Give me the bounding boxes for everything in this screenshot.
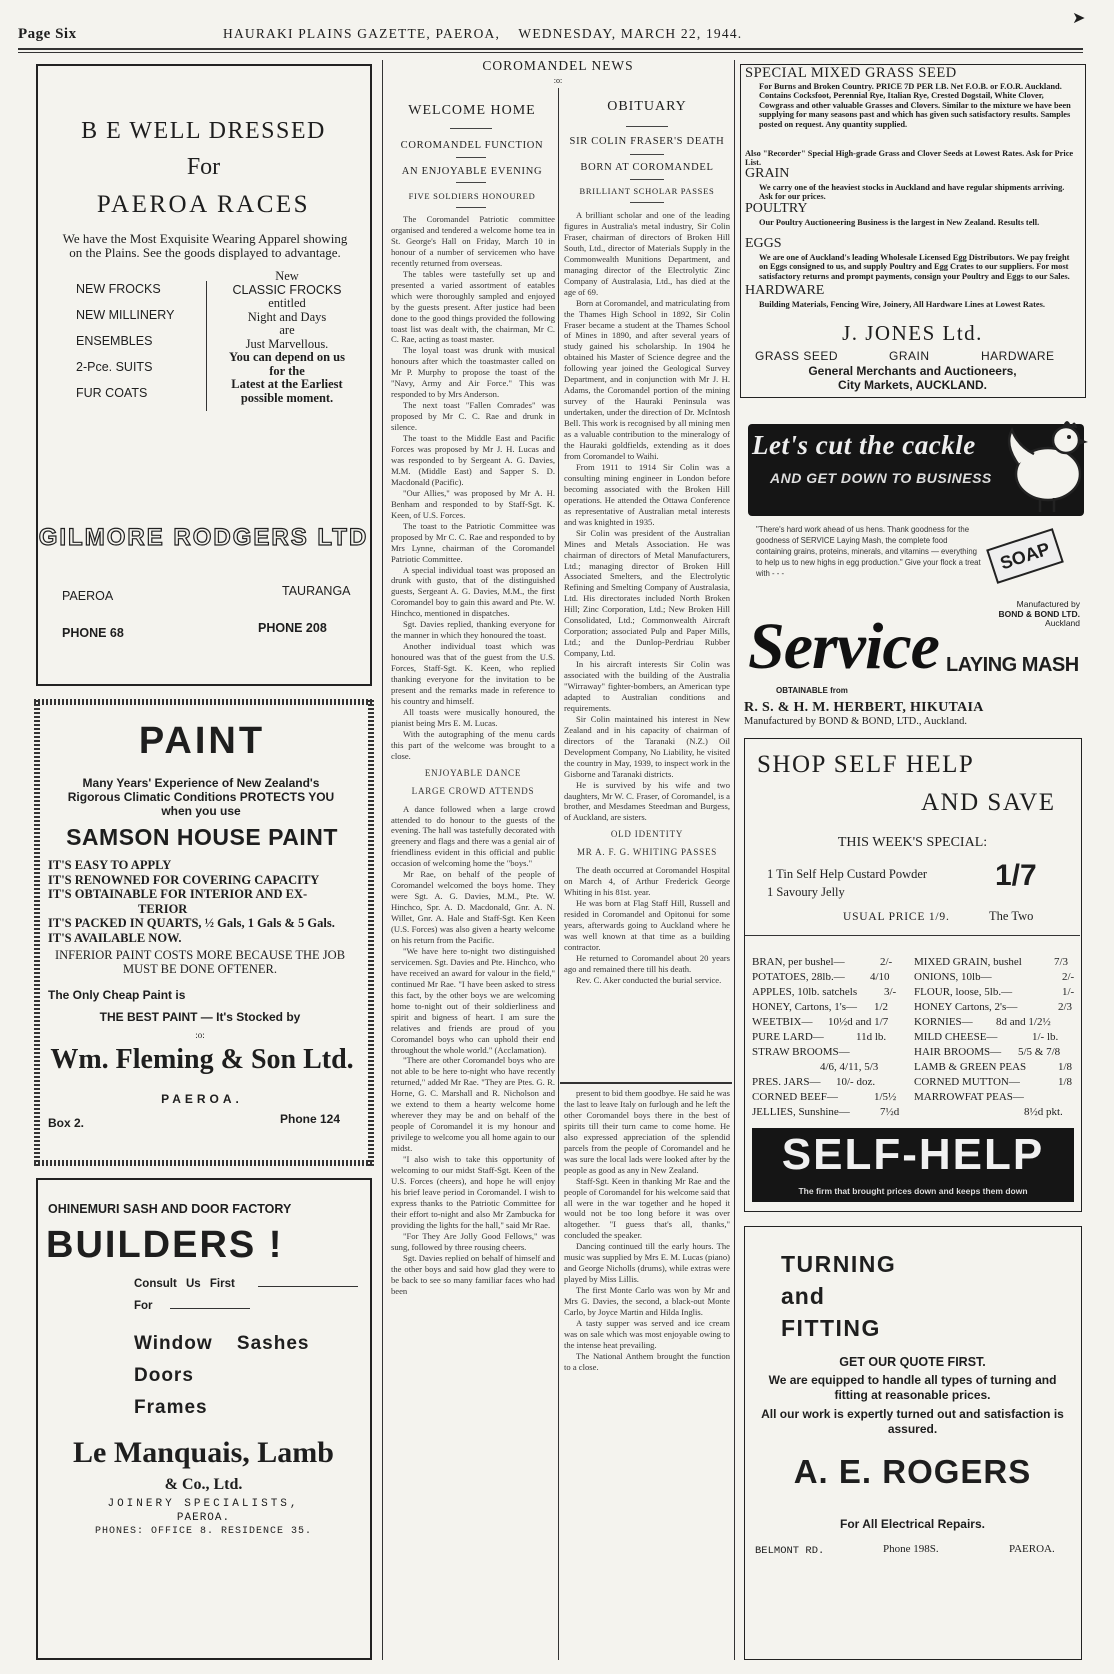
decorative-border bbox=[34, 699, 374, 705]
price-value: 7½d bbox=[880, 1106, 900, 1118]
line: entitled bbox=[268, 296, 306, 310]
section-title: COROMANDEL NEWS bbox=[482, 58, 634, 73]
special-item: 1 Tin Self Help Custard Powder bbox=[767, 867, 928, 881]
decorative-border bbox=[34, 699, 40, 1166]
manufacturer: Manufactured by BOND & BOND, LTD., Auckland. bbox=[744, 716, 967, 727]
price-value: 1/8 bbox=[1058, 1061, 1073, 1073]
line-hardware: HARDWARE bbox=[981, 349, 1055, 363]
paragraph: Sgt. Davies replied on behalf of himself and the other boys and said how glad they were to be back to see so many familiar faces who had been bbox=[391, 1252, 555, 1296]
price-row bbox=[752, 1076, 876, 1088]
hen-icon bbox=[1000, 412, 1090, 522]
subhead: ENJOYABLE DANCE bbox=[424, 767, 522, 778]
subhead: FIVE SOLDIERS HONOURED bbox=[408, 191, 536, 201]
section-separator: :o: bbox=[553, 76, 563, 85]
line: possible moment. bbox=[240, 390, 334, 405]
price-value: 8d and 1/2½ bbox=[996, 1016, 1051, 1028]
price-value: 4/10 bbox=[870, 971, 890, 983]
price-value: 8½d pkt. bbox=[1024, 1106, 1063, 1118]
page-header bbox=[18, 22, 1083, 46]
welcome-continued bbox=[564, 1088, 730, 1660]
line: You can depend on us bbox=[228, 350, 345, 364]
price-row bbox=[914, 1016, 1051, 1028]
banner-subtitle: The firm that brought prices down and keeps them down bbox=[798, 1186, 1028, 1196]
item: Window Sashes bbox=[134, 1333, 310, 1354]
claim: IT'S EASY TO APPLY bbox=[48, 858, 172, 872]
list-item: FUR COATS bbox=[76, 386, 148, 400]
price-value: 2/- bbox=[880, 956, 893, 968]
subhead: BORN AT COROMANDEL bbox=[580, 162, 714, 173]
paragraph: Sgt. Davies replied, thanking everyone for the manner in which they honoured the toast. bbox=[391, 619, 555, 641]
line: CLASSIC FROCKS bbox=[232, 282, 342, 297]
claim: IT'S PACKED IN QUARTS, ½ Gals, 1 Gals & 5 Gals. bbox=[48, 916, 335, 930]
ad-builders bbox=[36, 1178, 372, 1660]
price-item: ONIONS, 10lb— bbox=[914, 971, 992, 983]
service-body: "There's hard work ahead of us hens. Thank goodness for the goodness of SERVICE Laying Mash, the complete food containing grains, proteins, minerals, and vitamins — everything to help us to new highs in egg production." Give your flock a treat with - - - bbox=[756, 525, 981, 578]
obituary-article bbox=[564, 210, 730, 1070]
town: TAURANGA bbox=[282, 584, 351, 598]
separator: :o: bbox=[195, 1030, 205, 1040]
paragraph: From 1911 to 1914 Sir Colin was a consulting mining engineer in London before becoming associated with the Broken Hill operations. He attended the Ottawa Conference as representative of Australian metal interests and was knighted in 1935. bbox=[564, 461, 730, 527]
ad-title: PAINT bbox=[138, 720, 266, 762]
inferior-note: INFERIOR PAINT COSTS MORE BECAUSE THE JOB MUST BE DONE OFTENER. bbox=[54, 948, 346, 976]
line: for the bbox=[269, 363, 305, 378]
claim: TERIOR bbox=[138, 901, 188, 916]
factory-name: OHINEMURI SASH AND DOOR FACTORY bbox=[48, 1202, 292, 1216]
price-value: 10½d and 1/7 bbox=[828, 1016, 889, 1028]
paragraph: "We have here to-night two distinguished servicemen. Sgt. Davies and Pte. Hinchco, who have received an award for valour in the field," continued Mr Rae. "I have been asked to stress this fact, by the other boys we are welcoming home to-night out of their soldierliness and spirit and bigness of heart. I am sure the relatives and friends are proud of you Coromandel boys who can uphold their end throughout the whole world." (Acclamation). bbox=[391, 945, 555, 1055]
recorder-text: Also "Recorder" Special High-grade Grass and Clover Seeds at Lowest Rates. Ask for Price List. bbox=[745, 149, 1074, 168]
left-items bbox=[76, 276, 174, 406]
line: Just Marvellous. bbox=[245, 336, 329, 351]
usual-price: USUAL PRICE 1/9. bbox=[843, 911, 950, 923]
ad-title: BUILDERS ! bbox=[46, 1224, 284, 1266]
price-value: 4/6, 4/11, 5/3 bbox=[820, 1061, 879, 1073]
issue-date: WEDNESDAY, MARCH 22, 1944. bbox=[518, 26, 743, 41]
maker-line: Auckland bbox=[1045, 618, 1080, 628]
company-name: Wm. Fleming & Son Ltd. bbox=[50, 1044, 354, 1075]
subhead: COROMANDEL FUNCTION bbox=[400, 140, 544, 151]
price-row bbox=[752, 1001, 889, 1013]
paragraph: All toasts were musically honoured, the pianist being Mrs E. M. Lucas. bbox=[391, 706, 555, 728]
price-item: HONEY Cartons, 2's— bbox=[914, 1001, 1018, 1013]
page-number: Page Six bbox=[18, 26, 77, 42]
price-item: FLOUR, loose, 5lb.— bbox=[914, 986, 1013, 998]
price-item: JELLIES, Sunshine— bbox=[752, 1106, 850, 1118]
paragraph: Another individual toast which was honoured was that of the guest from the U.S. Forces, Staff-Sgt. K. Keen, who replied thanking everyone for the invitation to be present and the remarks made in reference to his country and himself. bbox=[391, 641, 555, 706]
town: PAEROA. bbox=[176, 1512, 231, 1524]
price-row bbox=[914, 1031, 1059, 1043]
price-row bbox=[914, 1061, 1073, 1073]
special-item: 1 Savoury Jelly bbox=[767, 885, 845, 899]
line: Latest at the Earliest bbox=[231, 377, 343, 391]
line-grass: GRASS SEED bbox=[755, 349, 839, 363]
rule bbox=[560, 1082, 732, 1084]
price-item: PURE LARD— bbox=[752, 1031, 824, 1043]
slogan-line1: Let's cut the cackle bbox=[752, 430, 976, 460]
price-value: 5/5 & 7/8 bbox=[1018, 1046, 1061, 1058]
price-value: 3/- bbox=[884, 986, 897, 998]
arrow-icon: ➤ bbox=[1072, 10, 1086, 27]
paragraph: He was born at Flag Staff Hill, Russell and resided in Coromandel and Opitonui for some years, afterwards going to Auckland where he was well known at that time as a building contractor. bbox=[564, 898, 730, 952]
slogan-line2: AND GET DOWN TO BUSINESS bbox=[770, 470, 992, 486]
ad-title-and: and bbox=[781, 1283, 825, 1309]
decorative-border bbox=[34, 1160, 374, 1166]
joinery-line: JOINERY SPECIALISTS, bbox=[107, 1498, 300, 1510]
items bbox=[134, 1328, 309, 1424]
ad-title-for: For bbox=[186, 154, 221, 180]
phones: PHONES: OFFICE 8. RESIDENCE 35. bbox=[94, 1526, 313, 1537]
right-lines bbox=[208, 270, 366, 405]
price-value: 1/8 bbox=[1058, 1076, 1073, 1088]
price-row bbox=[914, 1001, 1073, 1013]
ad-title: TURNING bbox=[781, 1251, 897, 1277]
price-value: 11d lb. bbox=[856, 1031, 887, 1043]
price-value: 2/- bbox=[1062, 971, 1075, 983]
price-row bbox=[1024, 1106, 1063, 1118]
claim: IT'S OBTAINABLE FOR INTERIOR AND EX- bbox=[48, 887, 308, 901]
consult-line: Consult Us First bbox=[134, 1278, 235, 1290]
company-name: J. JONES Ltd. bbox=[842, 321, 983, 345]
price-row bbox=[752, 1016, 889, 1028]
paragraph: "I also wish to take this opportunity of welcoming to our midst Staff-Sgt. Keen of the U.S. Forces (cheers), and hope he will enjoy his brief leave period in Coromandel. I wish to express thanks to the Patriotic Committee for their effort to-night and also Mr Zambucka for providing the lights for the hall," said Mr Rae. bbox=[391, 1154, 555, 1230]
company-name: Le Manquais, Lamb bbox=[73, 1436, 334, 1469]
price-row bbox=[914, 1076, 1073, 1088]
paragraph: A tasty supper was served and ice cream was on sale which was most enjoyable owing to the intense heat prevailing. bbox=[564, 1318, 730, 1350]
paragraph: Mr Rae, on behalf of the people of Coromandel welcomed the boys home. They were Sgt. A. G. Davies, M.M., Pte. W. Hinchco, Spr. A. D. Macdonald, Gnr. A. N. Willet, Gnr. A. Hale and Staff-Sgt. Ken Keen (U.S. Forces) was also given a hearty welcome on his return from the Pacific. bbox=[391, 869, 555, 945]
paragraph: "Our Allies," was proposed by Mr A. H. Benham and responded to by Staff-Sgt. K. Keen, of U.S. Forces. bbox=[391, 487, 555, 520]
price-item: HAIR BROOMS— bbox=[914, 1046, 1002, 1058]
welcome-article bbox=[391, 214, 555, 1660]
ad-intro: We have the Most Exquisite Wearing Apparel showing on the Plains. See the goods displayed to advantage. bbox=[62, 231, 348, 260]
all-line: All our work is expertly turned out and satisfaction is assured. bbox=[761, 1407, 1064, 1436]
price-item: HONEY, Cartons, 1's— bbox=[752, 1001, 858, 1013]
subhead: LARGE CROWD ATTENDS bbox=[411, 785, 535, 796]
item: Frames bbox=[134, 1397, 208, 1418]
paragraph: The Coromandel Patriotic committee organised and tendered a welcome home tea in St. George's Hall on Friday, March 10 in honour of a number of servicemen who have recently returned from overseas. bbox=[391, 214, 555, 268]
rule bbox=[456, 207, 486, 208]
ad-title-races: PAEROA RACES bbox=[96, 191, 311, 218]
paragraph: Dancing continued till the early hours. The music was supplied by Mrs E. M. Lucas (piano) and George Nicholls (drums), while extras were played by Miss Lillis. bbox=[564, 1241, 730, 1285]
masthead bbox=[223, 26, 742, 42]
claim: IT'S RENOWNED FOR COVERING CAPACITY bbox=[48, 872, 320, 887]
price-value: 7/3 bbox=[1054, 956, 1069, 968]
paragraph: In his aircraft interests Sir Colin was associated with the building of the Australia "Wirraway" fighter-bombers, an American type adapted to Australian conditions and requirements. bbox=[564, 659, 730, 713]
ad-title: B E WELL DRESSED bbox=[81, 118, 326, 144]
ad-title-fitting: FITTING bbox=[781, 1315, 881, 1341]
price-row bbox=[914, 1091, 1024, 1103]
paragraph: The next toast "Fallen Comrades" was proposed by Mr C. C. Rae and drunk in silence. bbox=[391, 400, 555, 433]
ad-rogers bbox=[744, 1226, 1082, 1660]
electrical-line: For All Electrical Repairs. bbox=[840, 1517, 985, 1531]
price-item: KORNIES— bbox=[914, 1016, 973, 1028]
poultry-text: Our Poultry Auctioneering Business is the largest in New Zealand. Results tell. bbox=[759, 218, 1040, 227]
divider bbox=[206, 281, 207, 411]
price-row bbox=[914, 956, 1069, 968]
ad-title-2: AND SAVE bbox=[921, 789, 1056, 816]
maker-line: BOND & BOND LTD. bbox=[998, 608, 1080, 619]
paragraph: Rev. C. Aker conducted the burial service. bbox=[576, 974, 722, 985]
town: PAEROA. bbox=[1009, 1543, 1055, 1555]
cheap-line: The Only Cheap Paint is bbox=[48, 988, 186, 1002]
paragraph: The National Anthem brought the function to a close. bbox=[564, 1350, 730, 1372]
phone: Phone 124 bbox=[280, 1112, 341, 1126]
paragraph: The toast to the Patriotic Committee was proposed by Mr C. C. Rae and responded to by Mrs Lynne, chairman of the Coromandel Patriotic Committee. bbox=[391, 520, 555, 564]
list-item: NEW FROCKS bbox=[76, 282, 161, 296]
price-item: APPLES, 10lb. satchels bbox=[752, 986, 858, 998]
merchants-line: General Merchants and Auctioneers, bbox=[808, 364, 1017, 378]
paragraph: The toast to the Middle East and Pacific Forces was proposed by Mr J. H. Lucas and was responded to by Sergeant A. G. Davies, M.M. (Middle East) and Sapper S. D. Macdonald (Pacific). bbox=[391, 433, 555, 487]
paragraph: The tables were tastefully set up and presented a varied assortment of eatables which were thoroughly sampled and enjoyed by the guests present. After justice had been done to the good things provided the following toast list was dealt with, the chairman, Mr C. C. Rae, acting as toast master. bbox=[391, 268, 555, 345]
price-item: CORNED MUTTON— bbox=[914, 1076, 1020, 1088]
company-name: GILMORE RODGERS LTD bbox=[38, 524, 369, 551]
banner-title: SELF-HELP bbox=[781, 1130, 1045, 1179]
column-divider bbox=[734, 60, 735, 1660]
ad-intro: Many Years' Experience of New Zealand's Rigorous Climatic Conditions PROTECTS YOU when you use bbox=[67, 776, 335, 818]
maker bbox=[990, 600, 1080, 629]
price-item: MIXED GRAIN, bushel bbox=[914, 956, 1022, 968]
phone: Phone 198S. bbox=[883, 1543, 939, 1555]
soap-box: SOAP bbox=[986, 528, 1064, 584]
header-rule-2 bbox=[18, 52, 1083, 53]
grain-heading: GRAIN bbox=[745, 166, 790, 181]
price-item: LAMB & GREEN PEAS bbox=[914, 1061, 1027, 1073]
price-row bbox=[752, 971, 890, 983]
eggs-text: We are one of Auckland's leading Wholesale Licensed Egg Distributors. We pay freight on Eggs consigned to us, and supply Poultry and Egg Crates to our suppliers. For most satisfactory returns and prompt payments, consign your Poultry and Eggs to our Sales. bbox=[759, 253, 1070, 281]
masthead-title: HAURAKI PLAINS GAZETTE, PAEROA, bbox=[223, 26, 501, 41]
price-item: BRAN, per bushel— bbox=[752, 956, 845, 968]
ad-title: SHOP SELF HELP bbox=[757, 751, 975, 778]
best-line: THE BEST PAINT — It's Stocked by bbox=[99, 1010, 301, 1024]
paragraph: With the autographing of the menu cards this part of the welcome was brought to a close. bbox=[391, 728, 555, 761]
paragraph: He is survived by his wife and two daughters, Mr W. C. Fraser, of Coromandel, is a brother, and Mesdames Steedman and Burgess, of Auckland, are sisters. bbox=[564, 779, 730, 823]
ad-jones bbox=[740, 64, 1086, 398]
rule bbox=[630, 154, 664, 155]
paragraph: "There are other Coromandel boys who are not able to be here to-night who have recently returned," added Mr Rae. "They are Ptes. G. R. Horne, G. C. Marshall and R. Nicholson and we extend to them a hearty welcome home wherever they may be and on behalf of the people of Coromandel it is my honour and privilege to welcome you all home again to our midst. bbox=[391, 1055, 555, 1154]
paragraph: A dance followed when a large crowd attended to do honour to the guests of the evening. The hall was tastefully decorated with greenery and flags and there was a genial air of friendliness evident in this official and public occasion of welcoming home the "boys." bbox=[391, 803, 555, 869]
paragraph: A special individual toast was proposed an drunk with gusto, that of the distinguished guests, Sergeant A. G. Davies, M.M., the first Coromandel boy to gain this award and Pte. W. Hinchco, mentioned in dispatches. bbox=[391, 564, 555, 619]
phone: PHONE 208 bbox=[258, 621, 327, 635]
paragraph: Sir Colin maintained his interest in New Zealand and in his capacity of chairman of directors of the Taranaki (N.Z.) Oil Development Company, No Liability, he visited the country in May, 1939, to inspect work in the Gisborne and Taranaki districts. bbox=[564, 713, 730, 779]
grain-text: We carry one of the heaviest stocks in Auckland and have regular shipments arriving. Ask for our prices. bbox=[759, 183, 1065, 202]
paragraph: "For They Are Jolly Good Fellows," was sung, followed by three rousing cheers. bbox=[391, 1230, 555, 1252]
paragraph: Born at Coromandel, and matriculating from the Thames High School in 1892, Sir Colin Fraser became a student at the Thames School of Mines in 1890, and after several years of study gained his scholarship. In 1904 he obtained his Master of Science degree and the following year joined the Geological Survey Department, and in conjunction with Mr J. H. Adams, the Coromandel portion of the mining survey of the Hauraki Peninsula was undertaken, under the direction of Dr. McIntosh Bell. This work is recognised by all mining men as a valuable contribution to the mineralogy of the Hauraki goldfields, extending as it does from Coromandel to Waihi. bbox=[564, 297, 730, 461]
grass-text: For Burns and Broken Country. PRICE 7D PER LB. Net F.O.B. or F.O.R. Auckland. Contains Cocksfoot, Perennial Rye, Italian Rye, Crested Dogstail, White Clover, Cowgrass and other valuable Grasses and Clovers. Similar to the mixture we have been supplying for many seasons past and which has given such satisfactory results. Samples posted on request. Any quantity supplied. bbox=[759, 82, 1071, 129]
subhead: SIR COLIN FRASER'S DEATH bbox=[569, 136, 725, 147]
rule bbox=[170, 1308, 250, 1309]
price-item: POTATOES, 28lb.— bbox=[752, 971, 845, 983]
self-help-banner bbox=[752, 1128, 1074, 1202]
road: BELMONT RD. bbox=[755, 1545, 825, 1557]
obtainable: OBTAINABLE from bbox=[776, 686, 848, 695]
paragraph: The loyal toast was drunk with musical honours after which the toastmaster called on Mr P. Murphy to propose the toast of the "Navy, Army and Air Force." This was responded to by Mrs Anderson. bbox=[391, 345, 555, 400]
subhead: MR A. F. G. WHITING PASSES bbox=[576, 847, 718, 858]
rule bbox=[630, 179, 664, 180]
price-value: 1/5½ bbox=[874, 1091, 897, 1103]
price-item: WEETBIX— bbox=[752, 1016, 813, 1028]
claims bbox=[48, 858, 335, 945]
subhead: AN ENJOYABLE EVENING bbox=[401, 166, 543, 177]
agent: R. S. & H. M. HERBERT, HIKUTAIA bbox=[744, 700, 984, 715]
rule bbox=[630, 202, 664, 203]
price-item: STRAW BROOMS— bbox=[752, 1046, 850, 1058]
paragraph: The first Monte Carlo was won by Mr and Mrs G. Davies, the second, a black-out Monte Carlo, by Joyce Martin and Hilda Inglis. bbox=[564, 1285, 730, 1318]
paragraph: He returned to Coromandel about 20 years ago and remained there till his death. bbox=[564, 952, 730, 974]
column-divider bbox=[558, 88, 559, 1660]
price-item: MARROWFAT PEAS— bbox=[914, 1091, 1024, 1103]
line: New bbox=[275, 269, 299, 283]
rule bbox=[450, 128, 492, 129]
price-row bbox=[820, 1061, 878, 1073]
price-value: 10/- doz. bbox=[836, 1076, 876, 1088]
maker-line: Manufactured by bbox=[1016, 599, 1080, 609]
price-row bbox=[752, 1046, 850, 1058]
price-value: 1/- lb. bbox=[1032, 1031, 1059, 1043]
subhead: BRILLIANT SCHOLAR PASSES bbox=[579, 186, 715, 196]
city-line: City Markets, AUCKLAND. bbox=[838, 378, 987, 392]
price-row bbox=[914, 1046, 1061, 1058]
rule bbox=[456, 182, 486, 183]
ad-title: SPECIAL MIXED GRASS SEED bbox=[745, 65, 957, 81]
price-row bbox=[752, 1106, 900, 1118]
phone: PHONE 68 bbox=[62, 626, 124, 640]
hardware-heading: HARDWARE bbox=[745, 283, 825, 298]
headline-welcome: WELCOME HOME bbox=[408, 103, 536, 118]
price-item: PRES. JARS— bbox=[752, 1076, 821, 1088]
price-row bbox=[914, 986, 1075, 998]
price-value: 1/- bbox=[1062, 986, 1075, 998]
list-item: ENSEMBLES bbox=[76, 334, 153, 348]
price-item: CORNED BEEF— bbox=[752, 1091, 838, 1103]
company-suffix: & Co., Ltd. bbox=[164, 1476, 243, 1493]
paragraph: A brilliant scholar and one of the leading figures in Australia's metal industry, Sir Colin Fraser, chairman of directors of Broken Hill South, Ltd., director of Materials Supply in the Commonwealth Munitions Department, and managing director of the Electrolytic Zinc Company of Australasia, Ltd., has died at the age of 69. bbox=[564, 210, 730, 297]
quote-line: GET OUR QUOTE FIRST. bbox=[839, 1355, 986, 1369]
special-label: THIS WEEK'S SPECIAL: bbox=[837, 835, 988, 850]
for-label: For bbox=[134, 1300, 153, 1312]
item: Doors bbox=[134, 1365, 194, 1386]
box-number: Box 2. bbox=[48, 1116, 85, 1130]
paragraph: Staff-Sgt. Keen in thanking Mr Rae and the people of Coromandel for his welcome said that all were in the war together and he hoped it would not be too long before it was over altogether. "I guess that's all, thanks," concluded the speaker. bbox=[564, 1175, 730, 1241]
equip-line: We are equipped to handle all types of turning and fitting at reasonable prices. bbox=[768, 1373, 1057, 1402]
line: are bbox=[279, 323, 295, 337]
headline-obituary: OBITUARY bbox=[607, 99, 687, 114]
line-grain: GRAIN bbox=[889, 349, 930, 363]
ad-gilmore-rodgers bbox=[36, 64, 372, 686]
subhead: OLD IDENTITY bbox=[610, 829, 684, 840]
product-name: SAMSON HOUSE PAINT bbox=[66, 824, 338, 850]
price-item: MILD CHEESE— bbox=[914, 1031, 998, 1043]
claim: IT'S AVAILABLE NOW. bbox=[48, 930, 182, 945]
rule bbox=[258, 1286, 358, 1287]
price-row bbox=[752, 1091, 897, 1103]
town: PAEROA bbox=[62, 589, 114, 603]
ad-paint bbox=[42, 708, 362, 1158]
column-divider bbox=[382, 60, 383, 1660]
rule bbox=[745, 935, 1080, 936]
special-price: 1/7 bbox=[995, 859, 1037, 892]
line: Night and Days bbox=[247, 309, 327, 324]
service-product: LAYING MASH bbox=[946, 654, 1079, 676]
price-row bbox=[752, 1031, 887, 1043]
price-row bbox=[752, 986, 897, 998]
the-two: The Two bbox=[989, 909, 1034, 923]
service-brand: Service bbox=[748, 610, 939, 683]
list-item: 2-Pce. SUITS bbox=[76, 360, 153, 374]
eggs-heading: EGGS bbox=[745, 236, 782, 251]
town: PAEROA. bbox=[161, 1092, 243, 1106]
list-item: NEW MILLINERY bbox=[76, 308, 175, 322]
price-value: 2/3 bbox=[1058, 1001, 1073, 1013]
decorative-border bbox=[368, 699, 374, 1166]
paragraph: Sir Colin was president of the Australian Mines and Metals Association. He was chairman of directors of Metal Manufacturers, Ltd.; managing director of Broken Hill Associated Smelters, and the Electrolytic Refining and Smelting Company of Australasia, Ltd. His directorates included North Broken Hill; Zinc Corporation, Ltd.; New Broken Hill Consolidated, Ltd.; Commonwealth Aircraft Corporation; associated Pulp and Paper Mills, Ltd.; and the Dunlop-Perdriau Rubber Company, Ltd. bbox=[564, 527, 730, 659]
paragraph: The death occurred at Coromandel Hospital on March 4, of Arthur Frederick George Whiting in his 81st. year. bbox=[564, 865, 730, 898]
header-rule bbox=[18, 48, 1083, 50]
paragraph: present to bid them goodbye. He said he was the last to leave Italy on furlough and he left the other Coromandel boys there in the best of spirits till their turn came to come home. He also expressed appreciation of the splendid parcels from the people of Coromandel and he was sure the local lads were looked after by the people as good as any in New Zealand. bbox=[564, 1088, 730, 1175]
price-row bbox=[752, 956, 893, 968]
rule bbox=[456, 157, 486, 158]
company-name: A. E. ROGERS bbox=[793, 1453, 1032, 1490]
price-value: 1/2 bbox=[874, 1001, 889, 1013]
rule bbox=[626, 126, 668, 127]
hardware-text: Building Materials, Fencing Wire, Joinery, All Hardware Lines at Lowest Rates. bbox=[759, 300, 1045, 309]
poultry-heading: POULTRY bbox=[745, 201, 808, 216]
price-row bbox=[914, 971, 1075, 983]
